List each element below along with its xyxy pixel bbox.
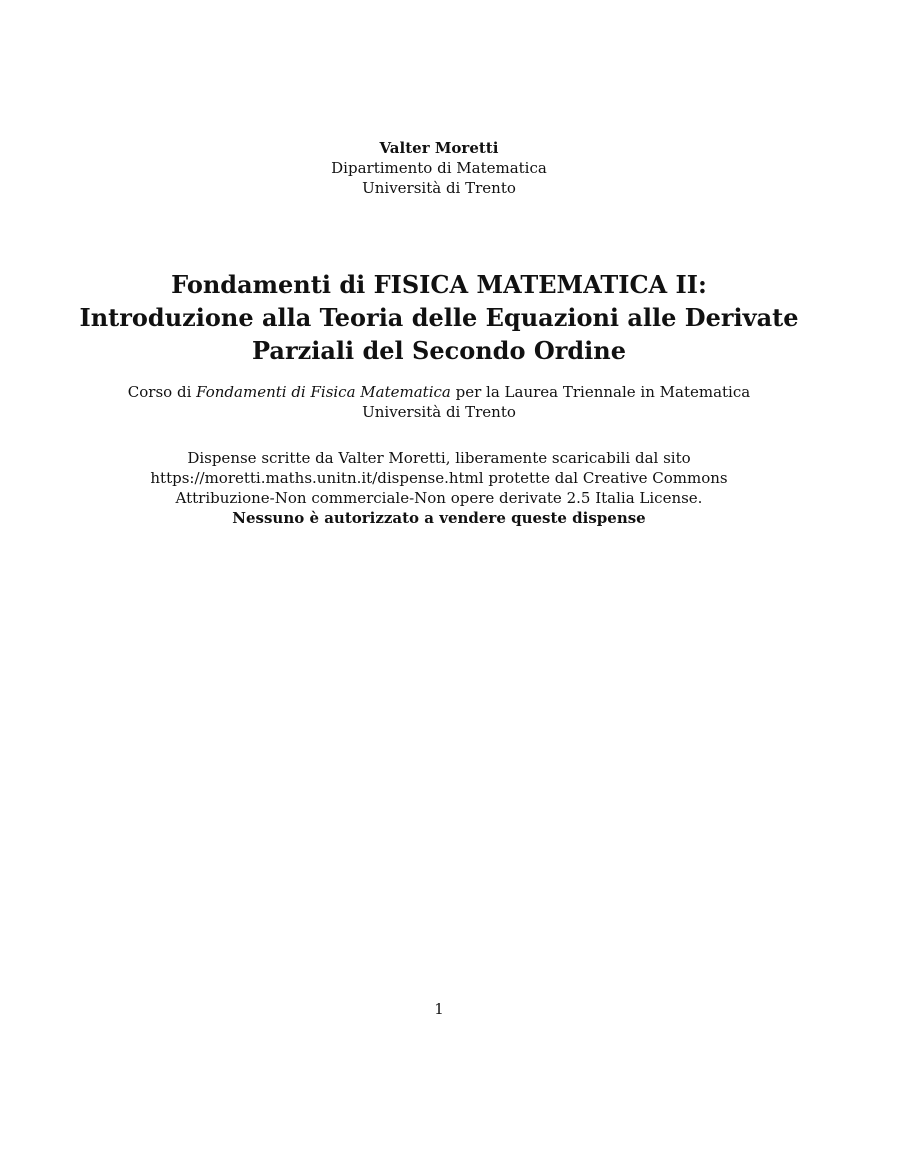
course-university: Università di Trento	[362, 403, 516, 421]
title-line-3: Parziali del Secondo Ordine	[252, 336, 626, 365]
author-department: Dipartimento di Matematica	[331, 159, 547, 177]
author-university: Università di Trento	[362, 179, 516, 197]
notice-line-3: Attribuzione-Non commerciale-Non opere derivate 2.5 Italia License.	[175, 489, 703, 507]
course-info	[0, 382, 878, 422]
author-block	[0, 138, 878, 198]
notice-no-sale: Nessuno è autorizzato a vendere queste dispense	[232, 509, 646, 527]
notice-line-2: https://moretti.maths.unitn.it/dispense.html protette dal Creative Commons	[150, 469, 728, 487]
license-notice	[0, 448, 878, 528]
course-name: Fondamenti di Fisica Matematica	[196, 383, 451, 401]
course-line	[0, 382, 878, 402]
course-suffix: per la Laurea Triennale in Matematica	[450, 383, 751, 401]
page-number: 1	[434, 1000, 444, 1018]
notice-line-1: Dispense scritte da Valter Moretti, liberamente scaricabili dal sito	[187, 449, 691, 467]
title-line-2: Introduzione alla Teoria delle Equazioni alle Derivate	[79, 303, 799, 332]
course-prefix: Corso di	[127, 383, 197, 401]
document-title	[0, 268, 878, 367]
title-line-1: Fondamenti di FISICA MATEMATICA II:	[171, 270, 707, 299]
author-name: Valter Moretti	[379, 139, 499, 157]
